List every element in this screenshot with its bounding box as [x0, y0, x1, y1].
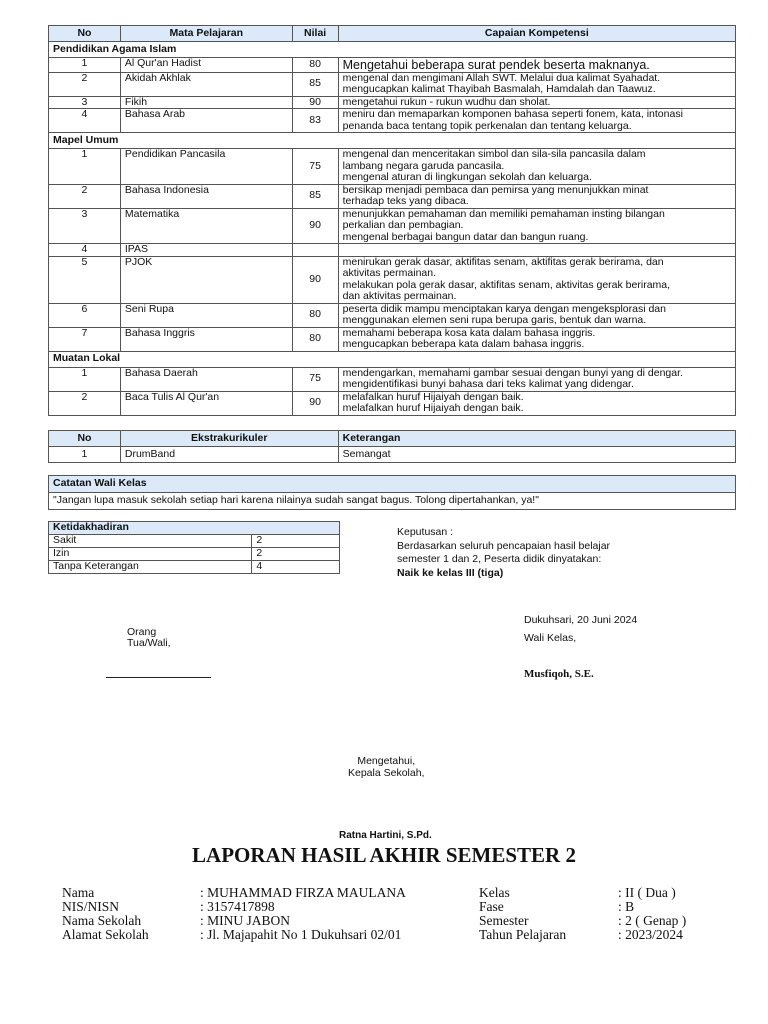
section-title: Mapel Umum: [49, 133, 736, 149]
row-subject: Matematika: [120, 208, 292, 244]
row-no: 1: [49, 149, 121, 185]
row-competency: [338, 58, 735, 73]
row-subject: Seni Rupa: [120, 303, 292, 327]
competency-line: menggunakan elemen seni rupa berupa garis, bentuk dan warna.: [342, 314, 647, 326]
row-score: 90: [292, 208, 338, 244]
extra-note: Semangat: [338, 447, 735, 463]
principal-block: [348, 755, 424, 779]
grade-row: [49, 96, 736, 109]
competency-line: bersikap menjadi pembaca dan pemirsa yang menunjukkan minat: [342, 183, 649, 196]
competency-line: melafalkan huruf Hijaiyah dengan baik.: [342, 390, 524, 403]
grades-body: [49, 42, 736, 416]
grade-row: [49, 256, 736, 303]
extra-header-note: Keterangan: [338, 431, 735, 447]
row-competency: [338, 367, 735, 391]
extra-name: DrumBand: [120, 447, 338, 463]
extra-no: 1: [49, 447, 121, 463]
row-subject: Bahasa Inggris: [120, 327, 292, 351]
header-no: No: [49, 26, 121, 42]
row-score: [292, 244, 338, 257]
absence-title: Ketidakhadiran: [49, 522, 340, 535]
row-score: 80: [292, 303, 338, 327]
competency-line: mengidentifikasi bunyi bahasa dari teks kalimat yang didengar.: [342, 378, 634, 390]
info-value: : 2 ( Genap ): [618, 913, 687, 928]
absence-value: 2: [252, 548, 340, 561]
info-value: : B: [618, 899, 635, 914]
absence-value: 2: [252, 535, 340, 548]
section-row: [49, 133, 736, 149]
row-score: 75: [292, 149, 338, 185]
section-row: [49, 351, 736, 367]
info-value: : II ( Dua ): [618, 885, 676, 900]
parent-line2: Tua/Wali,: [127, 637, 171, 649]
decision-block: [397, 526, 610, 580]
report-title: LAPORAN HASIL AKHIR SEMESTER 2: [192, 843, 576, 867]
principal-name: Ratna Hartini, S.Pd.: [339, 830, 432, 841]
extra-header-name: Ekstrakurikuler: [120, 431, 338, 447]
row-no: 2: [49, 184, 121, 208]
info-value: : MINU JABON: [200, 913, 291, 928]
info-label: Alamat Sekolah: [62, 927, 149, 942]
parent-signature-line: [106, 677, 211, 678]
info-label: Semester: [479, 913, 529, 928]
row-competency: [338, 208, 735, 244]
absence-label: Tanpa Keterangan: [49, 561, 252, 574]
competency-line: mengenal dan menceritakan simbol dan sila-sila pancasila dalam: [342, 148, 646, 160]
absence-value: 4: [252, 561, 340, 574]
knowing-line1: Mengetahui,: [357, 755, 416, 767]
row-competency: [338, 244, 735, 257]
row-score: 90: [292, 256, 338, 303]
grade-row: [49, 149, 736, 185]
row-competency: [338, 109, 735, 133]
absence-row: [49, 535, 340, 548]
row-score: 80: [292, 327, 338, 351]
decision-line1: Berdasarkan seluruh pencapaian hasil belajar: [397, 539, 611, 552]
row-no: 4: [49, 244, 121, 257]
homeroom-notes-title: Catatan Wali Kelas: [49, 476, 736, 493]
competency-line: mengenal aturan di lingkungan sekolah dan keluarga.: [342, 171, 592, 183]
row-no: 4: [49, 109, 121, 133]
row-competency: [338, 256, 735, 303]
grade-row: [49, 327, 736, 351]
competency-line: Mengetahui beberapa surat pendek beserta maknanya.: [342, 58, 650, 72]
parent-line1: Orang: [127, 626, 157, 638]
row-no: 3: [49, 96, 121, 109]
info-right-values: [618, 886, 686, 942]
parent-block: [127, 627, 171, 649]
absence-label: Izin: [49, 548, 252, 561]
competency-line: perkalian dan pembagian.: [342, 219, 464, 231]
competency-line: meniru dan memaparkan komponen bahasa seperti fonem, kata, intonasi: [342, 108, 683, 120]
row-score: 90: [292, 96, 338, 109]
competency-line: peserta didik mampu menciptakan karya dengan mengeksplorasi dan: [342, 302, 666, 315]
row-no: 1: [49, 367, 121, 391]
competency-line: lambang negara garuda pancasila.: [342, 159, 505, 172]
competency-line: dan aktivitas permainan.: [342, 290, 457, 302]
row-competency: [338, 391, 735, 415]
row-score: 80: [292, 58, 338, 73]
competency-line: mengenal berbagai bangun datar dan bangun ruang.: [342, 230, 589, 243]
competency-line: mengenal dan mengimani Allah SWT. Melalui dua kalimat Syahadat.: [342, 71, 661, 84]
competency-line: mendengarkan, memahami gambar sesuai dengan bunyi yang di dengar.: [342, 366, 683, 379]
grade-row: [49, 109, 736, 133]
absence-table: [48, 521, 340, 574]
grade-row: [49, 391, 736, 415]
row-subject: Akidah Akhlak: [120, 72, 292, 96]
competency-line: memahami beberapa kosa kata dalam bahasa inggris.: [342, 326, 596, 339]
row-competency: [338, 327, 735, 351]
info-value: : Jl. Majapahit No 1 Dukuhsari 02/01: [200, 927, 402, 942]
grade-row: [49, 367, 736, 391]
extra-header-no: No: [49, 431, 121, 447]
grade-row: [49, 208, 736, 244]
row-subject: Bahasa Indonesia: [120, 184, 292, 208]
competency-line: melakukan pola gerak dasar, aktifitas senam, aktivitas gerak berirama,: [342, 278, 671, 291]
competency-line: mengucapkan beberapa kata dalam bahasa inggris.: [342, 338, 585, 350]
row-score: 83: [292, 109, 338, 133]
row-score: 90: [292, 391, 338, 415]
section-row: [49, 42, 736, 58]
row-competency: [338, 184, 735, 208]
row-subject: Al Qur'an Hadist: [120, 58, 292, 73]
info-value: : 2023/2024: [618, 927, 683, 942]
competency-line: mengetahui rukun - rukun wudhu dan sholat.: [342, 95, 551, 108]
extracurricular-row: [49, 447, 736, 463]
row-subject: Bahasa Arab: [120, 109, 292, 133]
info-label: Nama Sekolah: [62, 913, 142, 928]
grade-row: [49, 303, 736, 327]
header-subject: Mata Pelajaran: [120, 26, 292, 42]
info-left-values: [200, 886, 406, 942]
row-no: 2: [49, 72, 121, 96]
row-no: 7: [49, 327, 121, 351]
homeroom-label: Wali Kelas,: [524, 632, 577, 644]
competency-line: terhadap teks yang dibaca.: [342, 195, 469, 207]
grade-row: [49, 72, 736, 96]
grade-row: [49, 244, 736, 257]
info-label: Tahun Pelajaran: [479, 927, 567, 942]
header-score: Nilai: [292, 26, 338, 42]
competency-line: menirukan gerak dasar, aktifitas senam, aktifitas gerak berirama, dan: [342, 255, 664, 268]
header-competency: Capaian Kompetensi: [338, 26, 735, 42]
row-score: 85: [292, 72, 338, 96]
decision-line2: semester 1 dan 2, Peserta didik dinyatakan:: [397, 553, 602, 565]
row-competency: [338, 72, 735, 96]
section-title: Pendidikan Agama Islam: [49, 42, 736, 58]
decision-label: Keputusan :: [397, 526, 454, 538]
absence-row: [49, 561, 340, 574]
info-left-labels: [62, 886, 149, 942]
row-subject: IPAS: [120, 244, 292, 257]
row-subject: Bahasa Daerah: [120, 367, 292, 391]
competency-line: penanda baca tentang topik perkenalan dan tentang keluarga.: [342, 119, 632, 132]
info-value: : 3157417898: [200, 899, 275, 914]
competency-line: aktivitas permainan.: [342, 267, 437, 279]
row-score: 75: [292, 367, 338, 391]
knowing-line2: Kepala Sekolah,: [348, 767, 425, 779]
row-subject: Pendidikan Pancasila: [120, 149, 292, 185]
row-subject: Fikih: [120, 96, 292, 109]
info-label: Kelas: [479, 885, 510, 900]
competency-line: melafalkan huruf Hijaiyah dengan baik.: [342, 402, 524, 414]
grades-header-row: [49, 26, 736, 42]
homeroom-notes-text: "Jangan lupa masuk sekolah setiap hari karena nilainya sudah sangat bagus. Tolong dipertahankan, ya!": [49, 493, 736, 510]
row-no: 5: [49, 256, 121, 303]
row-subject: PJOK: [120, 256, 292, 303]
row-competency: [338, 96, 735, 109]
grade-row: [49, 58, 736, 73]
competency-line: menunjukkan pemahaman dan memiliki pemahaman insting bilangan: [342, 207, 665, 220]
grades-table: [48, 25, 736, 416]
competency-line: mengucapkan kalimat Thayibah Basmalah, Hamdalah dan Taawuz.: [342, 83, 656, 95]
info-label: Fase: [479, 899, 504, 914]
extracurricular-table: [48, 430, 736, 463]
row-no: 3: [49, 208, 121, 244]
info-right-labels: [479, 886, 566, 942]
row-score: 85: [292, 184, 338, 208]
row-competency: [338, 303, 735, 327]
row-no: 2: [49, 391, 121, 415]
absence-label: Sakit: [49, 535, 252, 548]
info-value: : MUHAMMAD FIRZA MAULANA: [200, 885, 406, 900]
row-no: 6: [49, 303, 121, 327]
place-date: Dukuhsari, 20 Juni 2024: [524, 614, 638, 626]
decision-result: Naik ke kelas III (tiga): [397, 566, 504, 579]
homeroom-notes-table: [48, 475, 736, 510]
extracurricular-header-row: [49, 431, 736, 447]
row-no: 1: [49, 58, 121, 73]
info-label: Nama: [62, 885, 95, 900]
homeroom-name: Musfiqoh, S.E.: [524, 668, 594, 680]
grade-row: [49, 184, 736, 208]
row-competency: [338, 149, 735, 185]
section-title: Muatan Lokal: [49, 351, 736, 367]
row-subject: Baca Tulis Al Qur'an: [120, 391, 292, 415]
absence-row: [49, 548, 340, 561]
info-label: NIS/NISN: [62, 899, 120, 914]
